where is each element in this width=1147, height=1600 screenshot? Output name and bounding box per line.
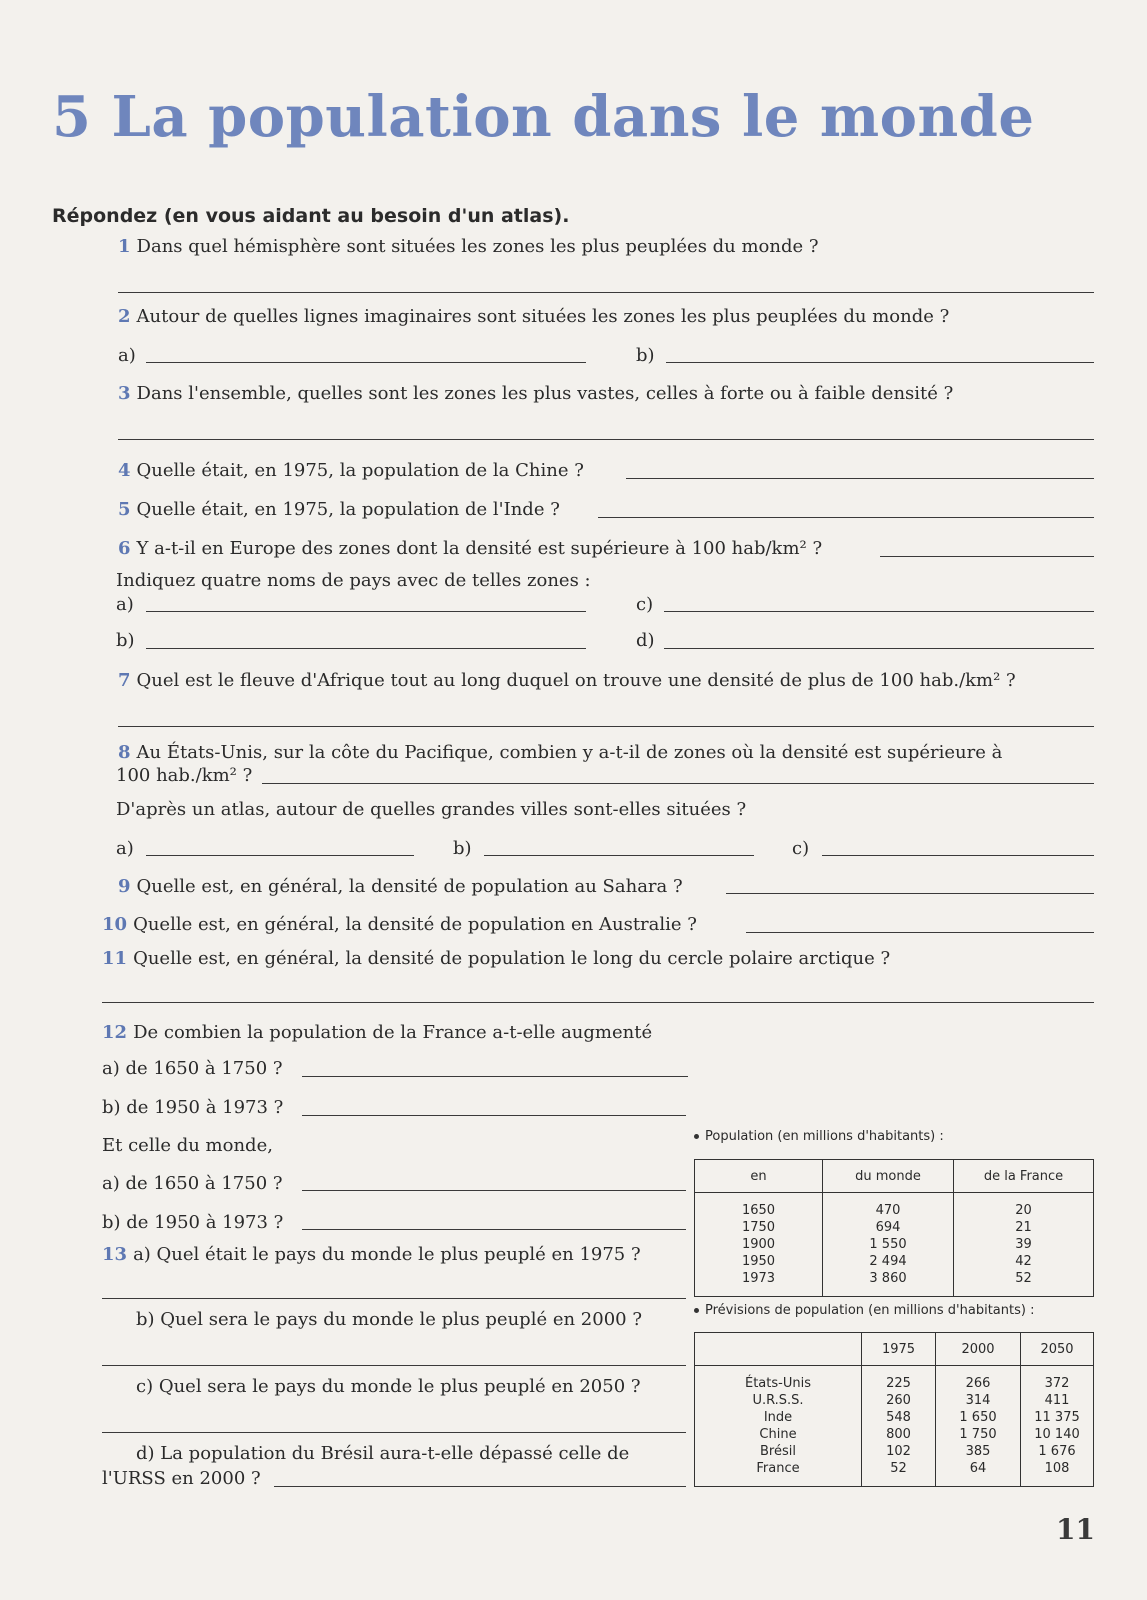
sub-question-text: d) La population du Brésil aura-t-elle dépassé celle de [136, 1443, 630, 1464]
caption-text: Population (en millions d'habitants) : [705, 1129, 944, 1144]
answer-line-7[interactable] [118, 726, 1094, 727]
question-text: Quelle est, en général, la densité de population au Sahara ? [136, 876, 683, 897]
answer-line-10[interactable] [746, 932, 1094, 933]
forecast-table [694, 1332, 1094, 1487]
table-cell: U.R.S.S. [752, 1393, 804, 1408]
table-caption-population [694, 1129, 944, 1144]
table-cell: 1 676 [1038, 1444, 1076, 1459]
answer-line-6b[interactable] [146, 648, 586, 649]
question-number: 7 [118, 670, 131, 691]
table-cell: 21 [1015, 1220, 1032, 1235]
table-column-2000 [936, 1366, 1021, 1487]
question-text: Dans quel hémisphère sont situées les zones les plus peuplées du monde ? [136, 236, 819, 257]
sub-question-text: D'après un atlas, autour de quelles grandes villes sont-elles situées ? [116, 799, 747, 820]
table-column-world [823, 1193, 954, 1297]
sub-question-text: b) de 1950 à 1973 ? [102, 1212, 284, 1233]
option-label: d) [636, 630, 655, 651]
answer-line-12b[interactable] [302, 1115, 686, 1116]
answer-line-6d[interactable] [664, 648, 1094, 649]
question-5 [118, 499, 560, 521]
table-cell: 314 [965, 1393, 991, 1408]
sub-question-text: b) de 1950 à 1973 ? [102, 1097, 284, 1118]
sub-question-text: Indiquez quatre noms de pays avec de telles zones : [116, 570, 591, 591]
table-cell: 800 [886, 1427, 911, 1442]
table-cell: 42 [1015, 1254, 1032, 1269]
option-label: a) [116, 594, 134, 615]
question-text: Autour de quelles lignes imaginaires sont situées les zones les plus peuplées du monde ? [136, 306, 950, 327]
option-label: b) [453, 838, 472, 859]
table-cell: 3 860 [869, 1271, 907, 1286]
table-cell: 10 140 [1034, 1427, 1080, 1442]
bullet-icon [694, 1308, 699, 1313]
question-number: 13 [102, 1244, 128, 1265]
table-cell: 20 [1015, 1203, 1032, 1218]
question-number: 3 [118, 383, 131, 404]
answer-line-1[interactable] [118, 292, 1094, 293]
bullet-icon [694, 1134, 699, 1139]
table-cell: 694 [875, 1220, 901, 1235]
question-text: Quelle est, en général, la densité de population le long du cercle polaire arctique ? [133, 948, 891, 969]
question-text: Au États-Unis, sur la côte du Pacifique, combien y a-t-il de zones où la densité est supérieure à [136, 742, 1003, 763]
question-number: 5 [118, 499, 131, 520]
table-header [695, 1333, 862, 1366]
table-cell: 2 494 [869, 1254, 907, 1269]
option-label: b) [636, 345, 655, 366]
table-cell: 52 [1015, 1271, 1032, 1286]
question-4 [118, 460, 584, 482]
option-label: c) [636, 594, 654, 615]
answer-line-2b[interactable] [666, 362, 1094, 363]
question-text: Quelle était, en 1975, la population de l'Inde ? [136, 499, 560, 520]
table-cell: États-Unis [745, 1376, 811, 1391]
question-8-continued: 100 hab./km² ? [116, 765, 253, 786]
table-cell: 260 [886, 1393, 911, 1408]
answer-line-12b2[interactable] [302, 1229, 686, 1230]
table-cell: 1950 [741, 1254, 776, 1269]
answer-line-2a[interactable] [146, 362, 586, 363]
table-header: en [695, 1160, 823, 1193]
table-cell: 1 650 [959, 1410, 997, 1425]
sub-question-text: b) Quel sera le pays du monde le plus peuplé en 2000 ? [136, 1309, 642, 1330]
table-header: 2000 [936, 1333, 1021, 1366]
answer-line-6c[interactable] [664, 611, 1094, 612]
table-column-1975 [862, 1366, 936, 1487]
table-cell: Chine [759, 1427, 797, 1442]
table-cell: 11 375 [1034, 1410, 1080, 1425]
answer-line-3[interactable] [118, 439, 1094, 440]
question-7 [118, 670, 1016, 692]
question-number: 1 [118, 236, 131, 257]
table-cell: 1900 [741, 1237, 776, 1252]
table-cell: Inde [763, 1410, 793, 1425]
table-cell: 52 [890, 1461, 907, 1476]
table-cell: France [756, 1461, 800, 1476]
population-table [694, 1159, 1094, 1297]
question-number: 2 [118, 306, 131, 327]
table-header: du monde [823, 1160, 954, 1193]
answer-line-11[interactable] [102, 1002, 1094, 1003]
sub-question-text: a) de 1650 à 1750 ? [102, 1173, 283, 1194]
answer-line-8a[interactable] [146, 855, 414, 856]
page-title: 5 La population dans le monde [52, 84, 1035, 150]
table-cell: 266 [965, 1376, 991, 1391]
table-cell: 102 [886, 1444, 911, 1459]
table-cell: 372 [1044, 1376, 1070, 1391]
table-header: 1975 [862, 1333, 936, 1366]
table-header: 2050 [1021, 1333, 1094, 1366]
answer-line-13c[interactable] [102, 1432, 686, 1433]
question-number: 4 [118, 460, 131, 481]
table-cell: 225 [886, 1376, 911, 1391]
table-cell: 64 [969, 1461, 987, 1476]
question-text: Quel est le fleuve d'Afrique tout au long duquel on trouve une densité de plus de 100 hab./km² ? [136, 670, 1016, 691]
table-cell: 1650 [741, 1203, 776, 1218]
question-number: 11 [102, 948, 128, 969]
table-caption-forecast [694, 1303, 1034, 1318]
caption-text: Prévisions de population (en millions d'habitants) : [705, 1303, 1035, 1318]
question-9 [118, 876, 683, 898]
question-11 [102, 948, 890, 970]
table-column-countries [695, 1366, 862, 1487]
question-2 [118, 306, 949, 328]
question-number: 6 [118, 538, 131, 559]
answer-line-13b[interactable] [102, 1365, 686, 1366]
question-3 [118, 383, 953, 405]
answer-line-8b[interactable] [484, 855, 754, 856]
instructions: Répondez (en vous aidant au besoin d'un atlas). [52, 205, 570, 227]
option-label: c) [792, 838, 810, 859]
sub-question-text: l'URSS en 2000 ? [102, 1468, 261, 1489]
answer-line-12a2[interactable] [302, 1190, 686, 1191]
table-cell: 39 [1015, 1237, 1032, 1252]
table-cell: Brésil [760, 1444, 796, 1459]
question-1 [118, 236, 819, 258]
question-number: 9 [118, 876, 131, 897]
sub-question-text: Et celle du monde, [102, 1135, 273, 1156]
table-cell: 1973 [741, 1271, 776, 1286]
question-text: a) Quel était le pays du monde le plus peuplé en 1975 ? [133, 1244, 641, 1265]
option-label: b) [116, 630, 135, 651]
question-number: 12 [102, 1022, 128, 1043]
sub-question-text: a) de 1650 à 1750 ? [102, 1058, 283, 1079]
table-column-years [695, 1193, 823, 1297]
answer-line-8[interactable] [262, 783, 1094, 784]
table-cell: 108 [1044, 1461, 1070, 1476]
question-number: 10 [102, 914, 128, 935]
table-cell: 1 750 [959, 1427, 997, 1442]
answer-line-6[interactable] [880, 556, 1094, 557]
table-cell: 385 [965, 1444, 991, 1459]
table-cell: 548 [886, 1410, 911, 1425]
question-text: Quelle était, en 1975, la population de la Chine ? [136, 460, 584, 481]
question-12 [102, 1022, 652, 1044]
question-text: Dans l'ensemble, quelles sont les zones les plus vastes, celles à forte ou à faible densité ? [136, 383, 954, 404]
question-6 [118, 538, 822, 560]
answer-line-9[interactable] [726, 893, 1094, 894]
answer-line-5[interactable] [598, 517, 1094, 518]
table-header: de la France [954, 1160, 1094, 1193]
table-cell: 1 550 [869, 1237, 907, 1252]
option-label: a) [118, 345, 136, 366]
answer-line-13d[interactable] [274, 1486, 686, 1487]
answer-line-8c[interactable] [822, 855, 1094, 856]
answer-line-12a[interactable] [302, 1076, 688, 1077]
question-text: Quelle est, en général, la densité de population en Australie ? [133, 914, 697, 935]
question-13 [102, 1244, 641, 1266]
question-text: Y a-t-il en Europe des zones dont la densité est supérieure à 100 hab/km² ? [136, 538, 823, 559]
sub-question-text: c) Quel sera le pays du monde le plus peuplé en 2050 ? [136, 1376, 641, 1397]
question-10 [102, 914, 697, 936]
table-cell: 411 [1044, 1393, 1070, 1408]
table-cell: 470 [875, 1203, 901, 1218]
question-text: De combien la population de la France a-t-elle augmenté [133, 1022, 653, 1043]
table-cell: 1750 [741, 1220, 776, 1235]
question-number: 8 [118, 742, 131, 763]
option-label: a) [116, 838, 134, 859]
question-8 [118, 742, 1002, 764]
answer-line-6a[interactable] [146, 611, 586, 612]
answer-line-13a[interactable] [102, 1298, 686, 1299]
answer-line-4[interactable] [626, 478, 1094, 479]
table-column-france [954, 1193, 1094, 1297]
page-number: 11 [1056, 1513, 1095, 1546]
table-column-2050 [1021, 1366, 1094, 1487]
